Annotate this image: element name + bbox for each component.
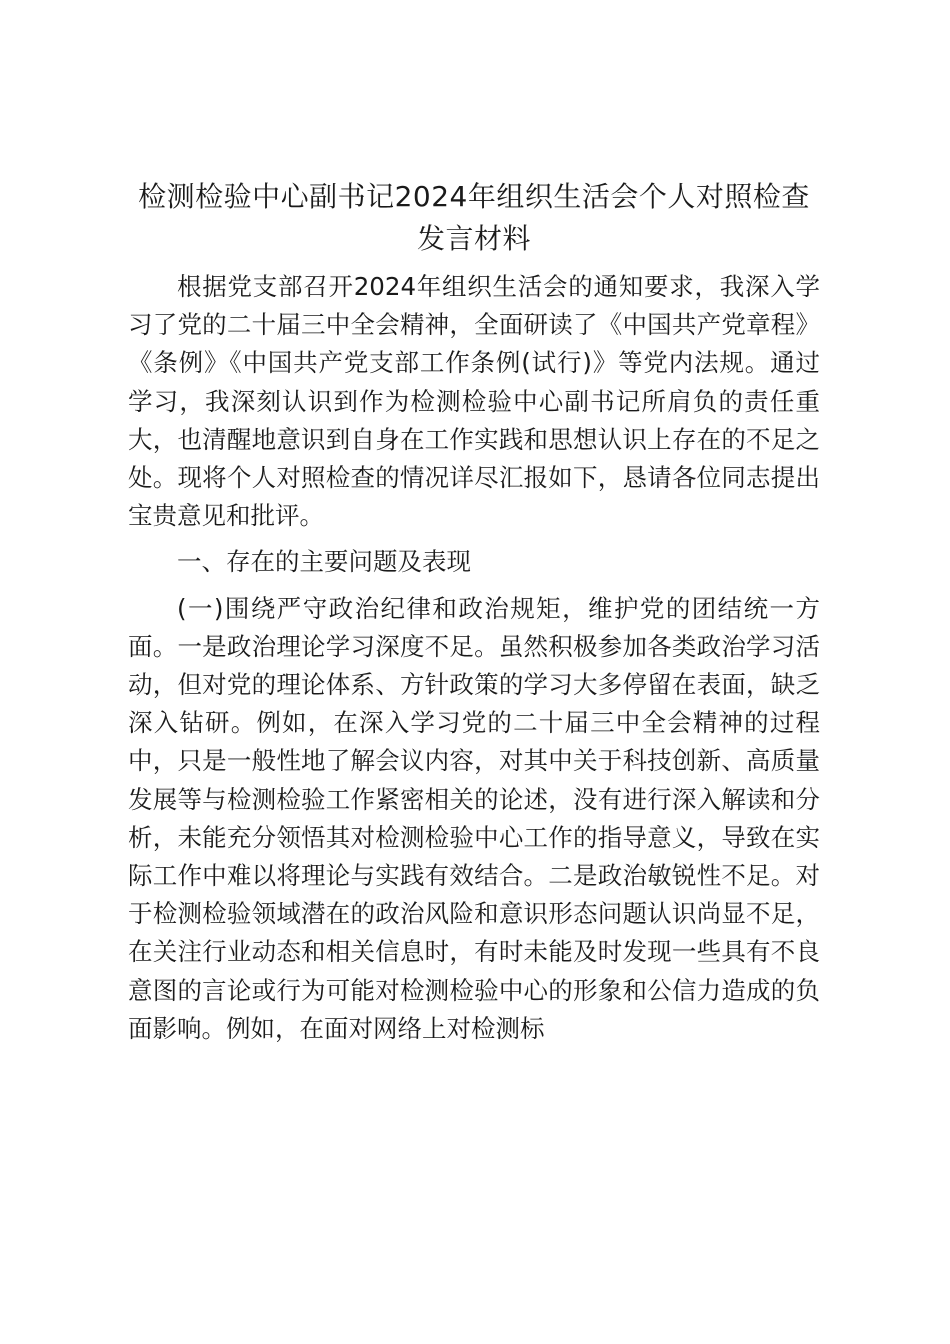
intro-paragraph: 根据党支部召开2024年组织生活会的通知要求，我深入学习了党的二十届三中全会精神，全面研读了《中国共产党章程》《条例》《中国共产党支部工作条例(试行)》等党内法规。通过学习，我深刻认识到作为检测检验中心副书记所肩负的责任重大，也清醒地意识到自身在工作实践和思想认识上存在的不足之处。现将个人对照检查的情况详尽汇报如下，恳请各位同志提出宝贵意见和批评。 [128, 272, 820, 531]
document-title [128, 176, 820, 260]
section-heading: 一、存在的主要问题及表现 [177, 547, 471, 577]
title-line-2: 发言材料 [416, 222, 531, 255]
title-line-1: 检测检验中心副书记2024年组织生活会个人对照检查 [138, 180, 810, 213]
body-paragraph: (一)围绕严守政治纪律和政治规矩，维护党的团结统一方面。一是政治理论学习深度不足。虽然积极参加各类政治学习活动，但对党的理论体系、方针政策的学习大多停留在表面，缺乏深入钻研。例如，在深入学习党的二十届三中全会精神的过程中，只是一般性地了解会议内容，对其中关于科技创新、高质量发展等与检测检验工作紧密相关的论述，没有进行深入解读和分析，未能充分领悟其对检测检验中心工作的指导意义，导致在实际工作中难以将理论与实践有效结合。二是政治敏锐性不足。对于检测检验领域潜在的政治风险和意识形态问题认识尚显不足，在关注行业动态和相关信息时，有时未能及时发现一些具有不良意图的言论或行为可能对检测检验中心的形象和公信力造成的负面影响。例如，在面对网络上对检测标 [128, 593, 820, 1043]
document-page [128, 176, 820, 1048]
